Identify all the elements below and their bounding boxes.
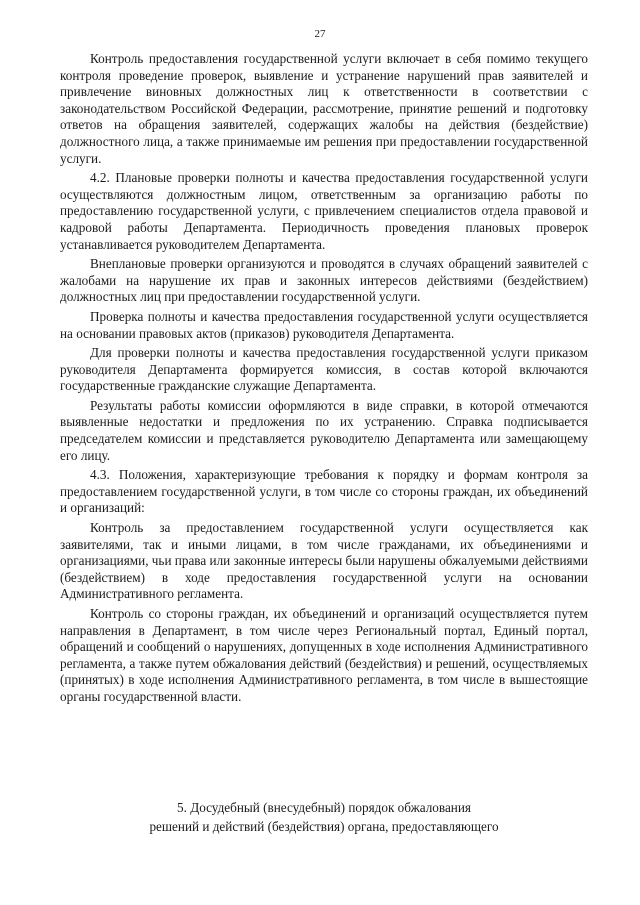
section-heading-line-2: решений и действий (бездействия) органа, предоставляющего (149, 818, 499, 834)
paragraph-inspection-basis: Проверка полноты и качества предоставления государственной услуги осуществляется на основании правовых актов (приказов) руководителя Департамента. (60, 308, 588, 341)
paragraph-control-by-applicants: Контроль за предоставлением государственной услуги осуществляется как заявителями, так и иными лицами, в том числе гражданами, их объединениями и организациями, чьи права или законные интересы были нарушены обжалуемыми действиями (бездействием) в ходе предоставления государственной услуги на основании Административного регламента. (60, 520, 588, 602)
paragraph-unplanned-inspections: Внеплановые проверки организуются и проводятся в случаях обращений заявителей с жалобами на нарушение их прав и законных интересов действиями (бездействием) должностных лиц при предоставлении государственной услуги. (60, 256, 588, 305)
paragraph-planned-inspections: 4.2. Плановые проверки полноты и качества предоставления государственной услуги осуществляются должностным лицом, ответственным за организацию работы по предоставлению государственной услуги, с привлечением специалистов отдела правовой и кадровой работы Департамента. Периодичность проведения плановых проверок устанавливается руководителем Департамента. (60, 170, 588, 252)
section-heading (60, 799, 588, 836)
paragraph-control-requirements: 4.3. Положения, характеризующие требования к порядку и формам контроля за предоставлением государственной услуги, в том числе со стороны граждан, их объединений и организаций: (60, 467, 588, 516)
paragraph-control-scope: Контроль предоставления государственной услуги включает в себя помимо текущего контроля проведение проверок, выявление и устранение нарушений прав заявителей и привлечение виновных должностных лиц к ответственности в соответствии с законодательством Российской Федерации, рассмотрение, принятие решений и подготовку ответов на обращения заявителей, содержащих жалобы на действия (бездействие) должностного лица, а также принимаемые им решения при предоставлении государственной услуги. (60, 51, 588, 166)
document-body (60, 51, 588, 709)
section-heading-line-1: 5. Досудебный (внесудебный) порядок обжалования (177, 800, 471, 815)
page-number: 27 (314, 28, 326, 40)
paragraph-control-by-citizens: Контроль со стороны граждан, их объединений и организаций осуществляется путем направления в Департамент, в том числе через Региональный портал, Единый портал, обращений и сообщений о нарушениях, допущенных в ходе исполнения Административного регламента, а также путем обжалования действий (бездействия) и решений, осуществляемых (принятых) в ходе исполнения Административного регламента, в том числе в вышестоящие органы государственной власти. (60, 606, 588, 704)
paragraph-commission: Для проверки полноты и качества предоставления государственной услуги приказом руководителя Департамента формируется комиссия, в состав которой включаются государственные гражданские служащие Департамента. (60, 345, 588, 394)
paragraph-commission-results: Результаты работы комиссии оформляются в виде справки, в которой отмечаются выявленные недостатки и предложения по их устранению. Справка подписывается председателем комиссии и представляется руководителю Департамента или замещающему его лицу. (60, 397, 588, 463)
